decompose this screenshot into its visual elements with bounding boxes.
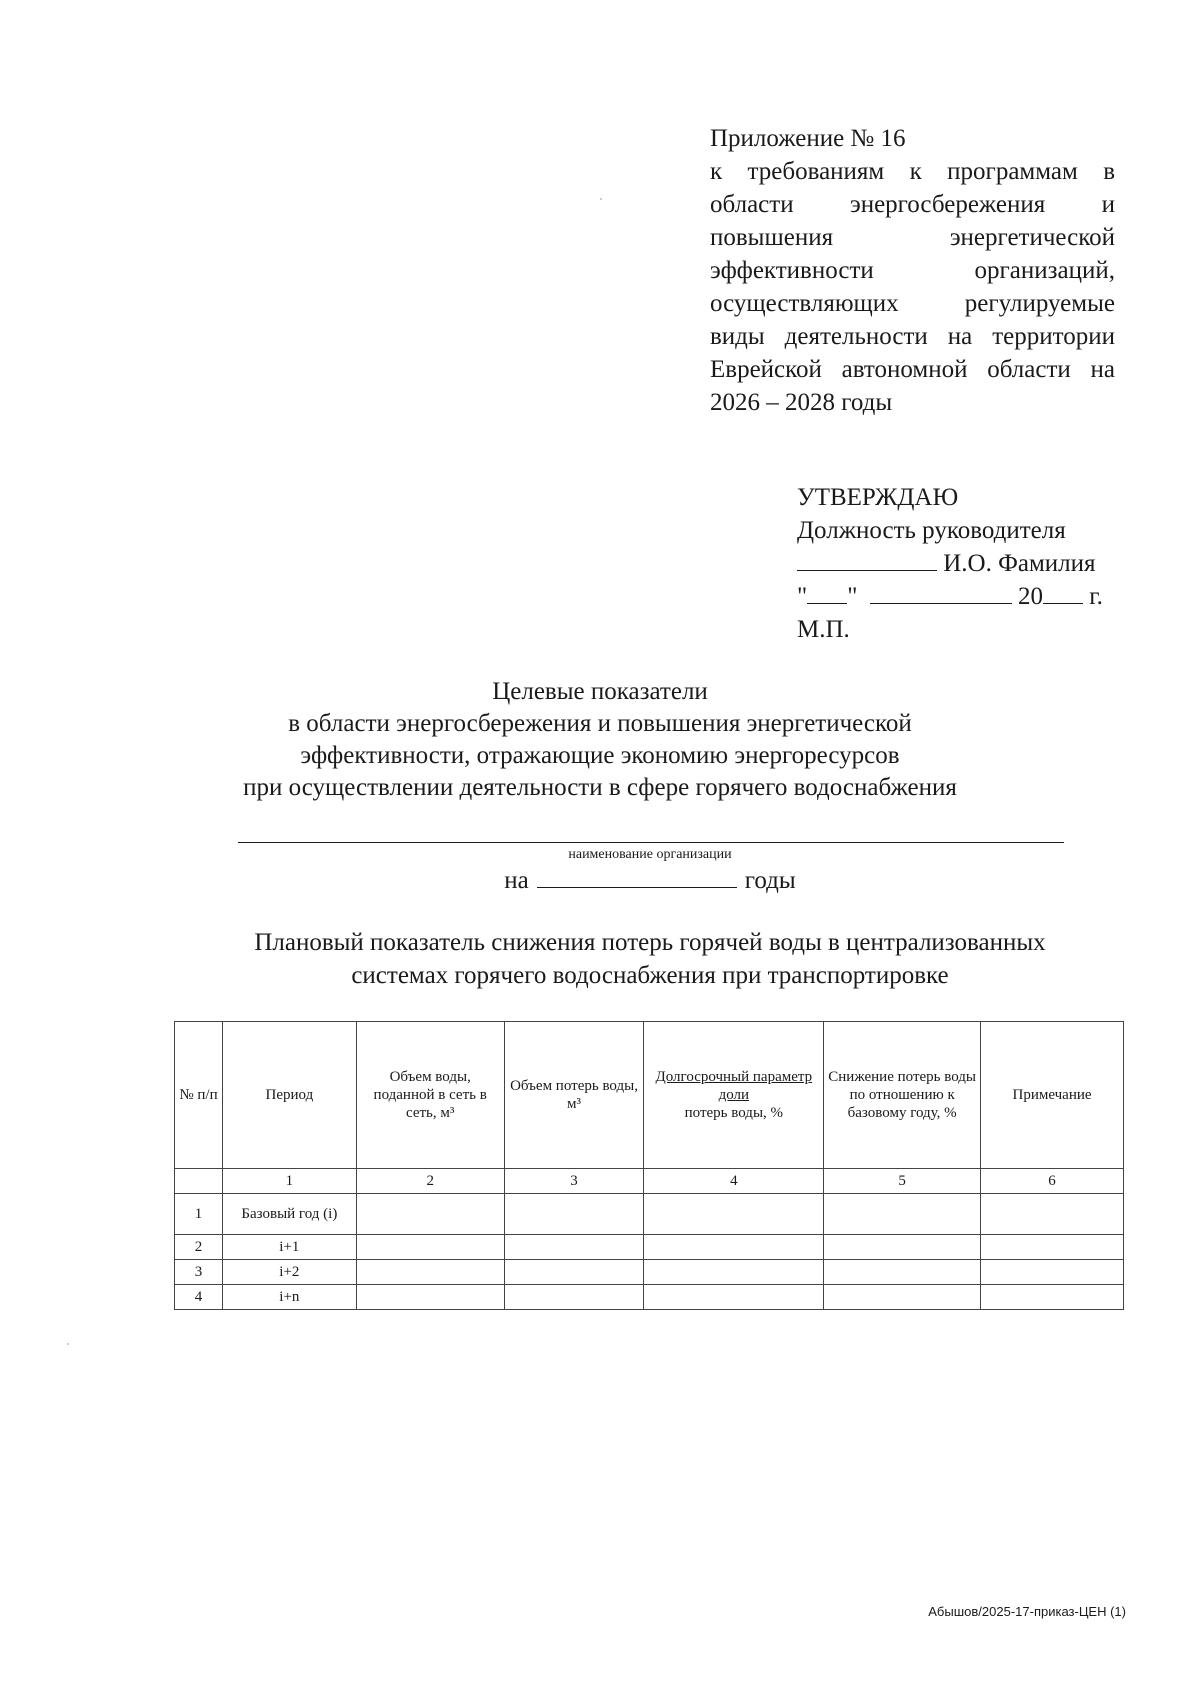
column-number: 3 — [504, 1169, 644, 1194]
appendix-body: к требованиям к программам в области энергосбережения и повышения энергетической эффективности организаций, осуществляющих регулируемые виды деятельности на территории Еврейской автономной области на 2026 – 2028 годы — [710, 158, 1115, 416]
appendix-block — [710, 122, 1115, 419]
table-header-row — [175, 1022, 1124, 1169]
header-reduction: Снижение потерь воды по отношению к базовому году, % — [824, 1022, 981, 1169]
title-line-4: при осуществлении деятельности в сфере горячего водоснабжения — [243, 774, 957, 801]
row-num: 3 — [175, 1260, 223, 1285]
row-period: i+2 — [222, 1260, 356, 1285]
empty-cell — [981, 1285, 1124, 1310]
column-number — [175, 1169, 223, 1194]
row-period: i+1 — [222, 1235, 356, 1260]
empty-cell — [981, 1260, 1124, 1285]
table-row — [175, 1285, 1124, 1310]
empty-cell — [504, 1260, 644, 1285]
empty-cell — [824, 1260, 981, 1285]
period-line — [0, 865, 1200, 897]
row-num: 2 — [175, 1235, 223, 1260]
approval-signature-line — [797, 547, 1127, 580]
empty-cell — [644, 1235, 824, 1260]
row-num: 4 — [175, 1285, 223, 1310]
empty-cell — [824, 1235, 981, 1260]
empty-cell — [981, 1194, 1124, 1235]
plan-title-line-2: системах горячего водоснабжения при транспортировке — [351, 962, 949, 989]
date-close-quote: " — [847, 583, 858, 610]
approval-stamp: М.П. — [797, 616, 850, 643]
table-row — [175, 1260, 1124, 1285]
organization-caption: наименование организации — [568, 847, 732, 862]
empty-cell — [644, 1260, 824, 1285]
column-number: 1 — [222, 1169, 356, 1194]
empty-cell — [356, 1194, 504, 1235]
empty-cell — [504, 1235, 644, 1260]
period-prefix: на — [504, 867, 529, 894]
day-blank — [807, 581, 847, 604]
empty-cell — [356, 1235, 504, 1260]
empty-cell — [356, 1260, 504, 1285]
indicators-table — [174, 1021, 1124, 1310]
document-footer: Абышов/2025-17-приказ-ЦЕН (1) — [928, 1604, 1126, 1619]
scan-speck — [600, 198, 602, 200]
header-long-term-param-rest: потерь воды, % — [684, 1105, 784, 1121]
column-number: 6 — [981, 1169, 1124, 1194]
header-long-term-param — [644, 1022, 824, 1169]
scan-speck — [67, 1343, 69, 1345]
organization-name-line — [238, 842, 1064, 843]
title-line-2: в области энергосбережения и повышения энергетической — [288, 710, 912, 737]
column-number: 2 — [356, 1169, 504, 1194]
empty-cell — [504, 1194, 644, 1235]
month-blank — [870, 581, 1012, 604]
approval-name: И.О. Фамилия — [943, 550, 1096, 577]
document-title — [0, 676, 1200, 804]
empty-cell — [824, 1194, 981, 1235]
table-row — [175, 1235, 1124, 1260]
appendix-title: Приложение № 16 — [710, 125, 906, 152]
row-period: Базовый год (i) — [222, 1194, 356, 1235]
header-note: Примечание — [981, 1022, 1124, 1169]
year-blank — [1043, 581, 1083, 604]
empty-cell — [644, 1194, 824, 1235]
period-suffix: годы — [744, 867, 796, 894]
header-num: № п/п — [175, 1022, 223, 1169]
row-period: i+n — [222, 1285, 356, 1310]
empty-cell — [981, 1235, 1124, 1260]
year-prefix: 20 — [1017, 583, 1043, 610]
approval-heading: УТВЕРЖДАЮ — [797, 484, 959, 511]
period-blank — [537, 865, 737, 888]
plan-title-line-1: Плановый показатель снижения потерь горячей воды в централизованных — [254, 929, 1046, 956]
table-row — [175, 1194, 1124, 1235]
signature-blank — [797, 548, 937, 571]
empty-cell — [356, 1285, 504, 1310]
approval-position: Должность руководителя — [797, 517, 1066, 544]
header-volume-supplied: Объем воды, поданной в сеть в сеть, м³ — [356, 1022, 504, 1169]
row-num: 1 — [175, 1194, 223, 1235]
date-open-quote: " — [797, 583, 808, 610]
header-volume-losses: Объем потерь воды, м³ — [504, 1022, 644, 1169]
column-number: 4 — [644, 1169, 824, 1194]
approval-block — [797, 481, 1127, 646]
header-long-term-param-underlined: Долгосрочный параметр доли — [655, 1069, 813, 1103]
title-line-3: эффективности, отражающие экономию энергоресурсов — [300, 742, 900, 769]
column-numbers-row — [175, 1169, 1124, 1194]
column-number: 5 — [824, 1169, 981, 1194]
title-line-1: Целевые показатели — [492, 678, 708, 705]
year-suffix: г. — [1089, 583, 1103, 610]
empty-cell — [824, 1285, 981, 1310]
header-period: Период — [222, 1022, 356, 1169]
approval-date-line — [797, 580, 1127, 613]
empty-cell — [504, 1285, 644, 1310]
plan-title — [0, 926, 1200, 992]
empty-cell — [644, 1285, 824, 1310]
